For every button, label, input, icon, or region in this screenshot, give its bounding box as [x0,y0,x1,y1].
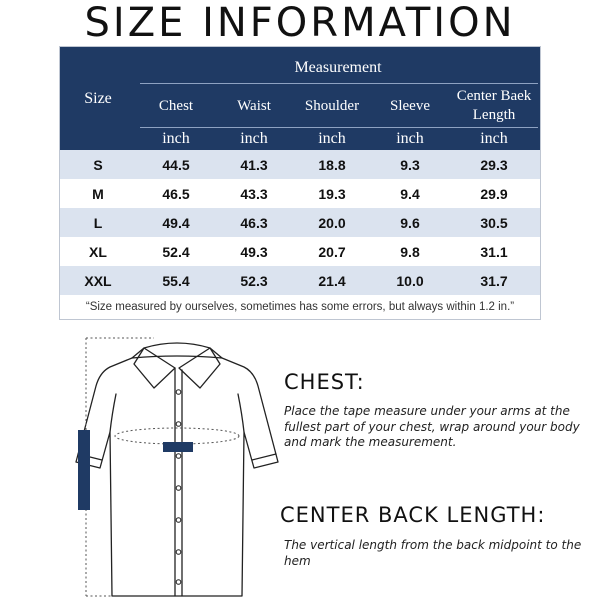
value-cell: 10.0 [396,272,424,289]
button-dot [176,550,181,555]
value-cell: 43.3 [240,185,268,202]
value-cell: 29.3 [480,156,508,173]
value-cell: 46.5 [162,185,190,202]
value-cell: 9.4 [400,185,420,202]
value-cell: 20.7 [318,243,346,260]
value-cell: 19.3 [318,185,346,202]
table-row [60,179,540,208]
table-row [60,266,540,295]
chest-description: Place the tape measure under your arms at the fullest part of your chest, wrap around your body and mark the measurement. [284,404,580,449]
value-cell: 46.3 [240,214,268,231]
shirt-collar [132,343,222,358]
table-row [60,150,540,179]
button-dot [176,518,181,523]
value-cell: 31.7 [480,272,508,289]
column-header-center-back-length: Center Baek Length [456,88,532,123]
unit-chest: inch [162,130,190,147]
value-cell: 52.3 [240,272,268,289]
size-table [59,46,541,320]
value-cell: 29.9 [480,185,508,202]
button-dot [176,454,181,459]
chest-heading: CHEST: [284,370,365,394]
length-marker [78,430,90,510]
unit-shoulder: inch [318,130,346,147]
center-back-length-heading: CENTER BACK LENGTH: [280,503,546,527]
unit-center-back-length: inch [480,130,508,147]
button-dot [176,486,181,491]
measurement-header: Measurement [294,59,382,76]
column-header-sleeve: Sleeve [390,97,430,114]
size-cell: M [92,185,104,202]
page-title: SIZE INFORMATION [84,0,516,46]
value-cell: 21.4 [318,272,346,289]
chest-measure-line [115,428,239,444]
value-cell: 55.4 [162,272,190,289]
table-row [60,208,540,237]
value-cell: 49.4 [162,214,190,231]
center-back-length-description: The vertical length from the back midpoint to the hem [284,538,582,568]
size-cell: S [93,156,103,173]
header-divider [140,83,538,84]
value-cell: 41.3 [240,156,268,173]
value-cell: 52.4 [162,243,190,260]
table-row [60,237,540,266]
button-dot [176,390,181,395]
value-cell: 44.5 [162,156,190,173]
size-column-header: Size [84,89,112,107]
column-header-chest: Chest [158,97,194,114]
measurement-note: “Size measured by ourselves, sometimes has some errors, but always within 1.2 in.” [85,301,515,313]
shirt-diagram [72,334,282,600]
column-header-shoulder: Shoulder [304,97,360,114]
value-cell: 30.5 [480,214,508,231]
value-cell: 18.8 [318,156,346,173]
value-cell: 9.3 [400,156,420,173]
column-header-waist: Waist [237,97,271,114]
table-header [60,47,540,150]
value-cell: 9.6 [400,214,420,231]
value-cell: 9.8 [400,243,420,260]
value-cell: 20.0 [318,214,346,231]
value-cell: 49.3 [240,243,268,260]
chest-marker [163,442,193,452]
size-cell: XL [89,243,107,260]
unit-waist: inch [240,130,268,147]
button-dot [176,422,181,427]
size-cell: XXL [84,272,112,289]
unit-sleeve: inch [396,130,424,147]
size-cell: L [93,214,103,231]
button-dot [176,580,181,585]
value-cell: 31.1 [480,243,508,260]
